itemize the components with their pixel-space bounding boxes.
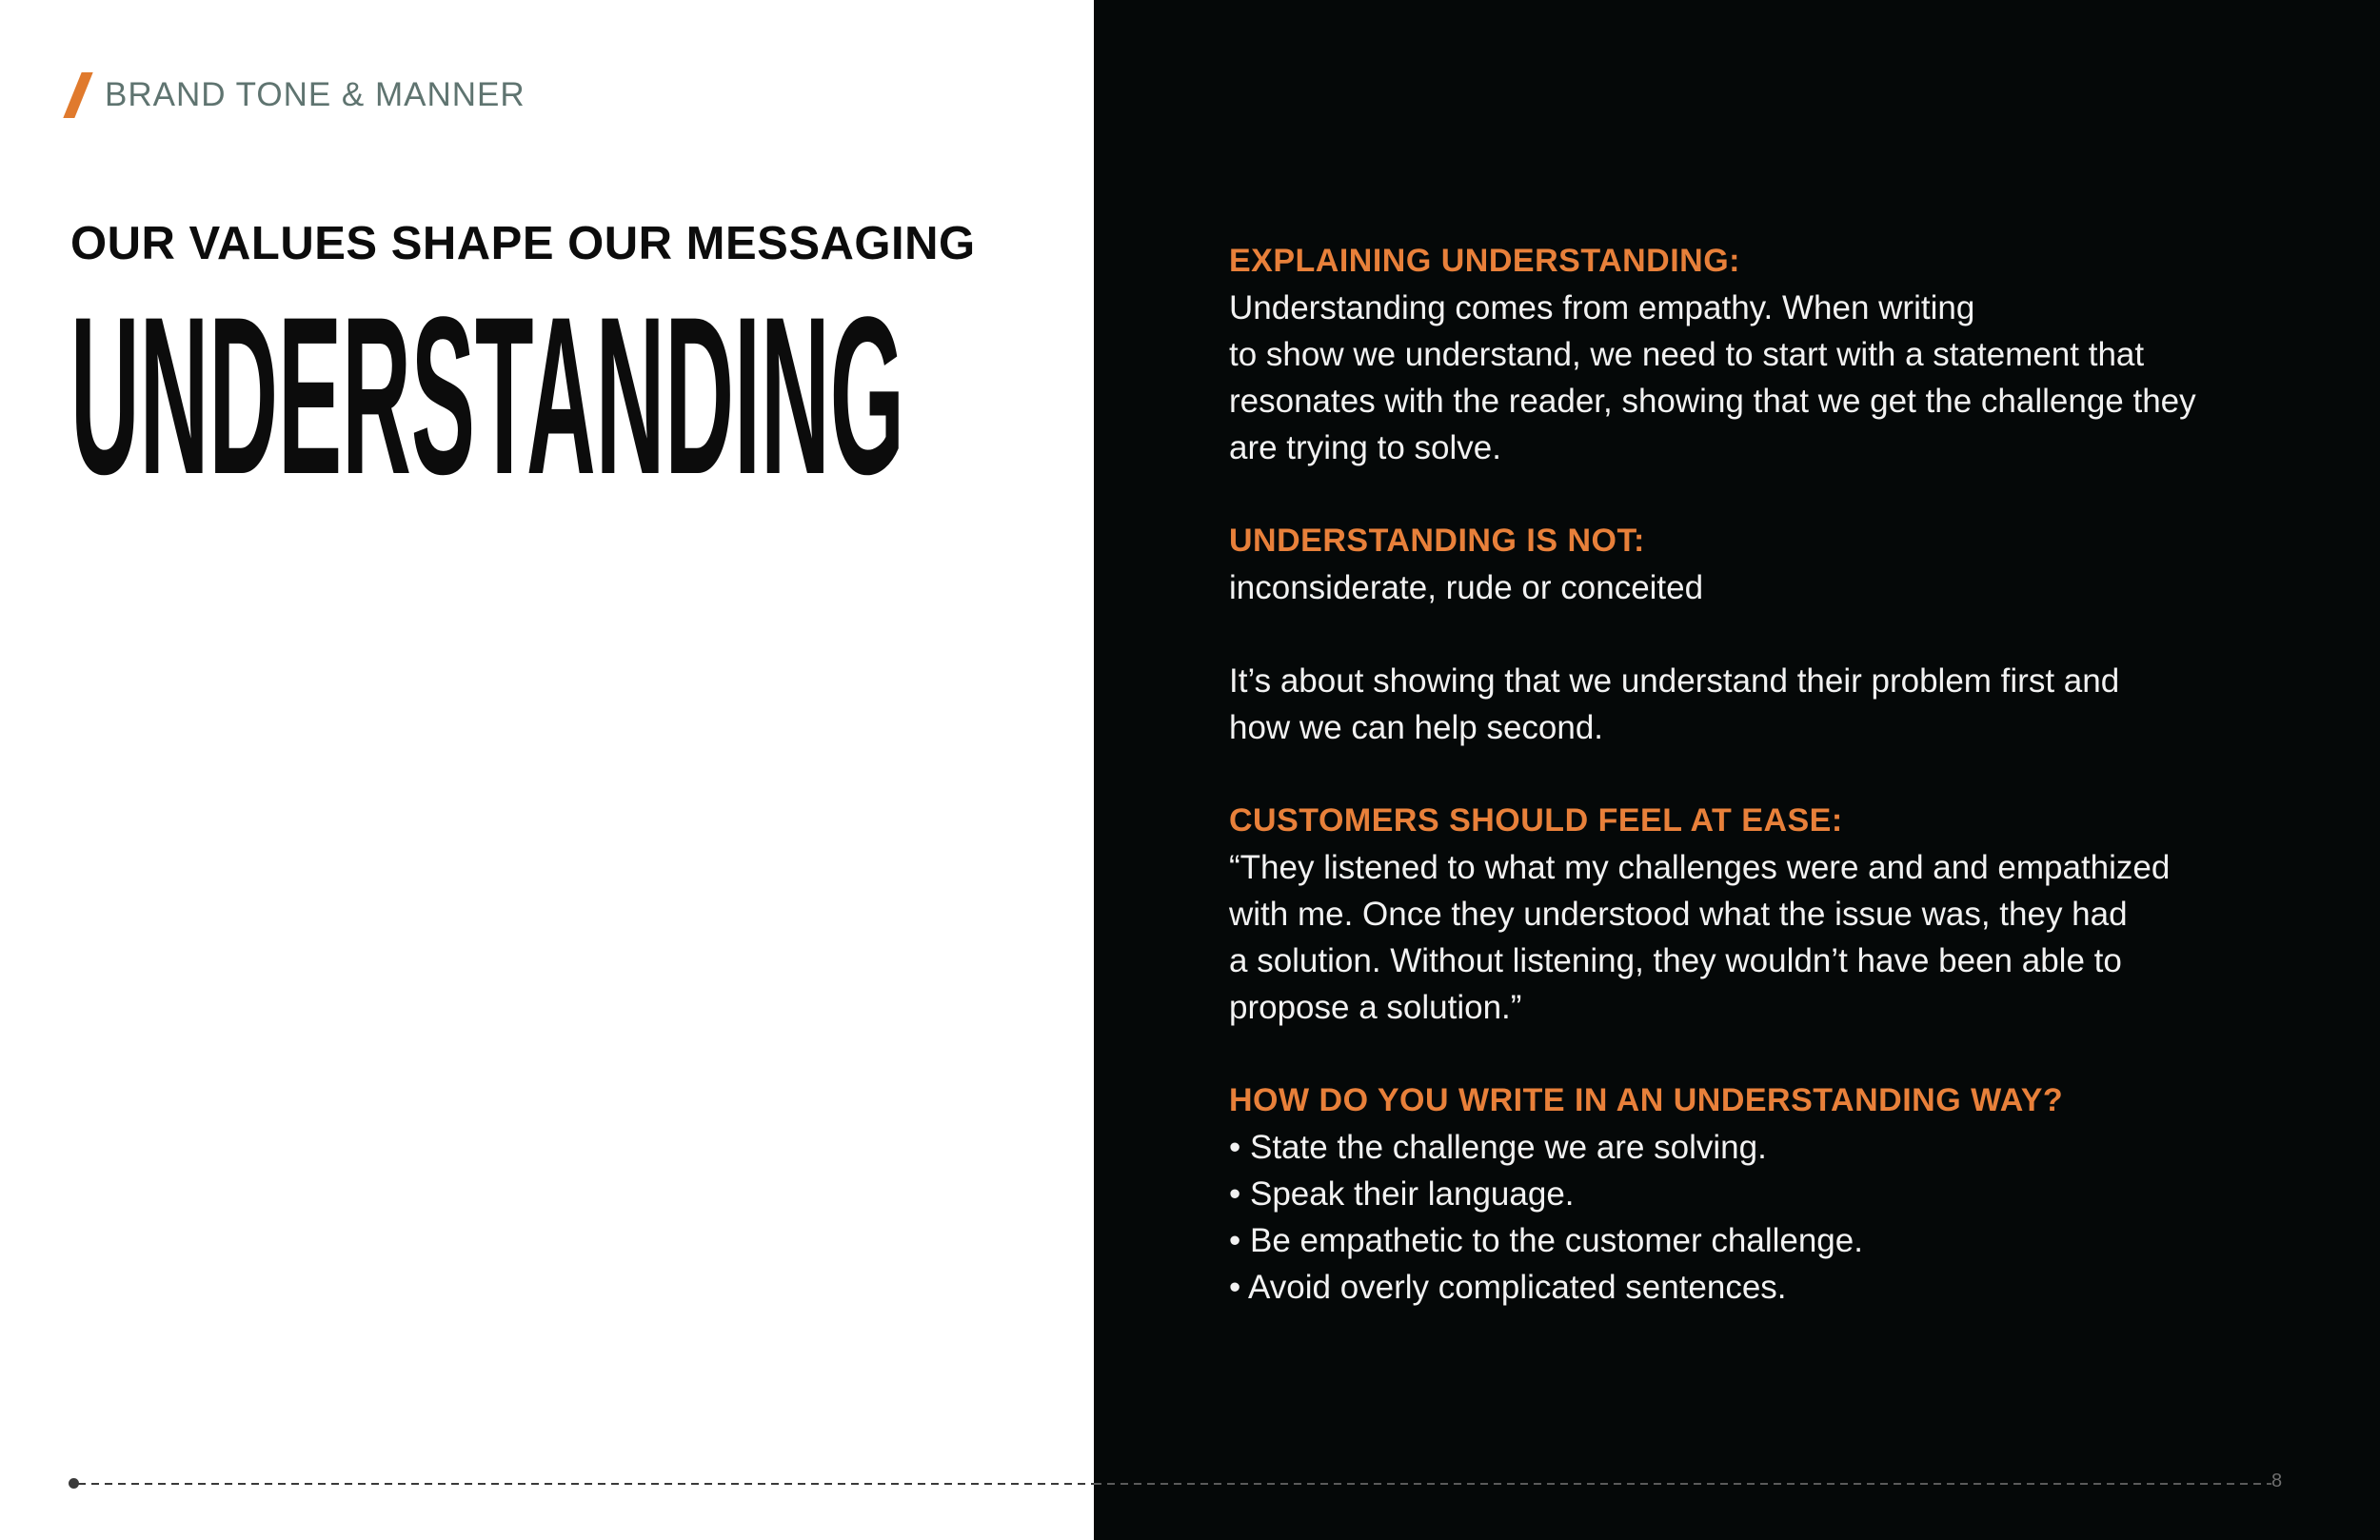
content-column (1229, 238, 2324, 1357)
content-block (1229, 798, 2324, 1031)
block-heading: HOW DO YOU WRITE IN AN UNDERSTANDING WAY? (1229, 1082, 2064, 1118)
section-label-text: BRAND TONE & MANNER (105, 76, 526, 113)
content-block (1229, 658, 2324, 751)
block-heading: UNDERSTANDING IS NOT: (1229, 523, 1645, 559)
body-line: It’s about showing that we understand their problem first and (1229, 662, 2120, 700)
body-line: • Be empathetic to the customer challenge. (1229, 1222, 1863, 1259)
body-line: to show we understand, we need to start with a statement that (1229, 336, 2145, 373)
footer-dot (69, 1478, 79, 1489)
body-line: • State the challenge we are solving. (1229, 1129, 1767, 1166)
content-block (1229, 238, 2324, 471)
headline-text: UNDERSTANDING (70, 278, 904, 497)
body-line: Understanding comes from empathy. When writing (1229, 289, 1975, 326)
body-line: inconsiderate, rude or conceited (1229, 569, 1704, 606)
body-line: how we can help second. (1229, 709, 1604, 746)
body-line: • Speak their language. (1229, 1175, 1575, 1213)
slash-icon (63, 72, 92, 118)
section-label (67, 67, 526, 124)
body-line: propose a solution.” (1229, 989, 1522, 1026)
body-line: are trying to solve. (1229, 429, 1501, 466)
body-line: with me. Once they understood what the issue was, they had (1229, 896, 2128, 933)
content-block (1229, 1077, 2324, 1311)
page-subtitle: OUR VALUES SHAPE OUR MESSAGING (70, 218, 976, 269)
body-line: a solution. Without listening, they wouldn’t have been able to (1229, 942, 2122, 979)
headline (70, 278, 927, 497)
body-line: • Avoid overly complicated sentences. (1229, 1269, 1787, 1306)
left-panel (0, 0, 1094, 1540)
block-heading: CUSTOMERS SHOULD FEEL AT EASE: (1229, 802, 1843, 839)
content-block (1229, 518, 2324, 611)
page-number: 8 (2271, 1471, 2283, 1491)
block-heading: EXPLAINING UNDERSTANDING: (1229, 243, 1740, 279)
body-line: resonates with the reader, showing that we get the challenge they (1229, 383, 2196, 420)
body-line: “They listened to what my challenges were and and empathized (1229, 849, 2171, 886)
footer-dashed-line (70, 1482, 2284, 1486)
